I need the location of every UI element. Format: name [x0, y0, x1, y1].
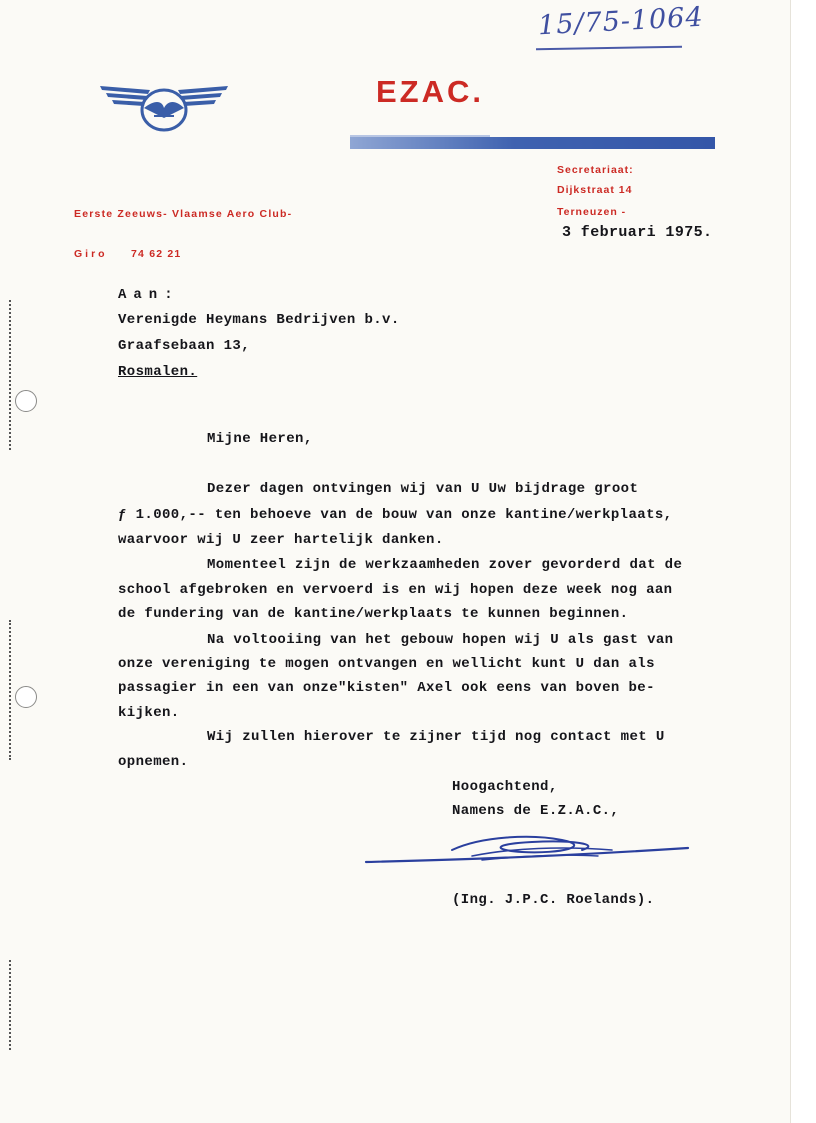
letterhead-blue-band — [350, 134, 715, 152]
addressee-label: Aan: — [118, 287, 180, 303]
body-line: kijken. — [118, 705, 180, 721]
page-edge — [790, 0, 816, 1123]
body-line: waarvoor wij U zeer hartelijk danken. — [118, 532, 444, 548]
punch-hole — [15, 686, 37, 708]
secretariat-city: Terneuzen - — [557, 206, 627, 218]
body-line: Momenteel zijn de werkzaamheden zover gevorderd dat de — [207, 557, 683, 573]
addressee-city: Rosmalen. — [118, 364, 198, 380]
handwritten-signature — [362, 830, 698, 872]
body-line: onze vereniging te mogen ontvangen en wellicht kunt U dan als — [118, 656, 655, 672]
secretariat-title: Secretariaat: — [557, 164, 634, 176]
body-line: de fundering van de kantine/werkplaats te kunnen beginnen. — [118, 606, 629, 622]
giro-label: Giro — [74, 248, 108, 260]
perforation-marks — [9, 300, 13, 450]
secretariat-street: Dijkstraat 14 — [557, 184, 633, 196]
brand-title: EZAC. — [376, 74, 484, 109]
signatory: (Ing. J.P.C. Roelands). — [452, 892, 655, 908]
body-line: Na voltooiing van het gebouw hopen wij U als gast van — [207, 632, 674, 648]
body-line: ƒ 1.000,-- ten behoeve van de bouw van onze kantine/werkplaats, — [118, 507, 673, 523]
club-name: Eerste Zeeuws- Vlaamse Aero Club- — [74, 208, 293, 220]
letter-date: 3 februari 1975. — [562, 224, 713, 241]
handwritten-reference: 15/75-1064 — [537, 1, 705, 42]
giro-number: 74 62 21 — [131, 248, 182, 260]
body-line: Wij zullen hierover te zijner tijd nog contact met U — [207, 729, 665, 745]
addressee-street: Graafsebaan 13, — [118, 338, 251, 354]
addressee-company: Verenigde Heymans Bedrijven b.v. — [118, 312, 400, 328]
salutation: Mijne Heren, — [207, 431, 313, 447]
perforation-marks — [9, 960, 13, 1050]
winged-logo-icon — [98, 78, 230, 136]
perforation-marks — [9, 620, 13, 760]
body-line: passagier in een van onze"kisten" Axel ook eens van boven be- — [118, 680, 655, 696]
body-line: school afgebroken en vervoerd is en wij hopen deze week nog aan — [118, 582, 673, 598]
closing-line: Namens de E.Z.A.C., — [452, 803, 620, 819]
body-line: opnemen. — [118, 754, 189, 770]
closing-line: Hoogachtend, — [452, 779, 558, 795]
punch-hole — [15, 390, 37, 412]
body-line: Dezer dagen ontvingen wij van U Uw bijdrage groot — [207, 481, 639, 497]
